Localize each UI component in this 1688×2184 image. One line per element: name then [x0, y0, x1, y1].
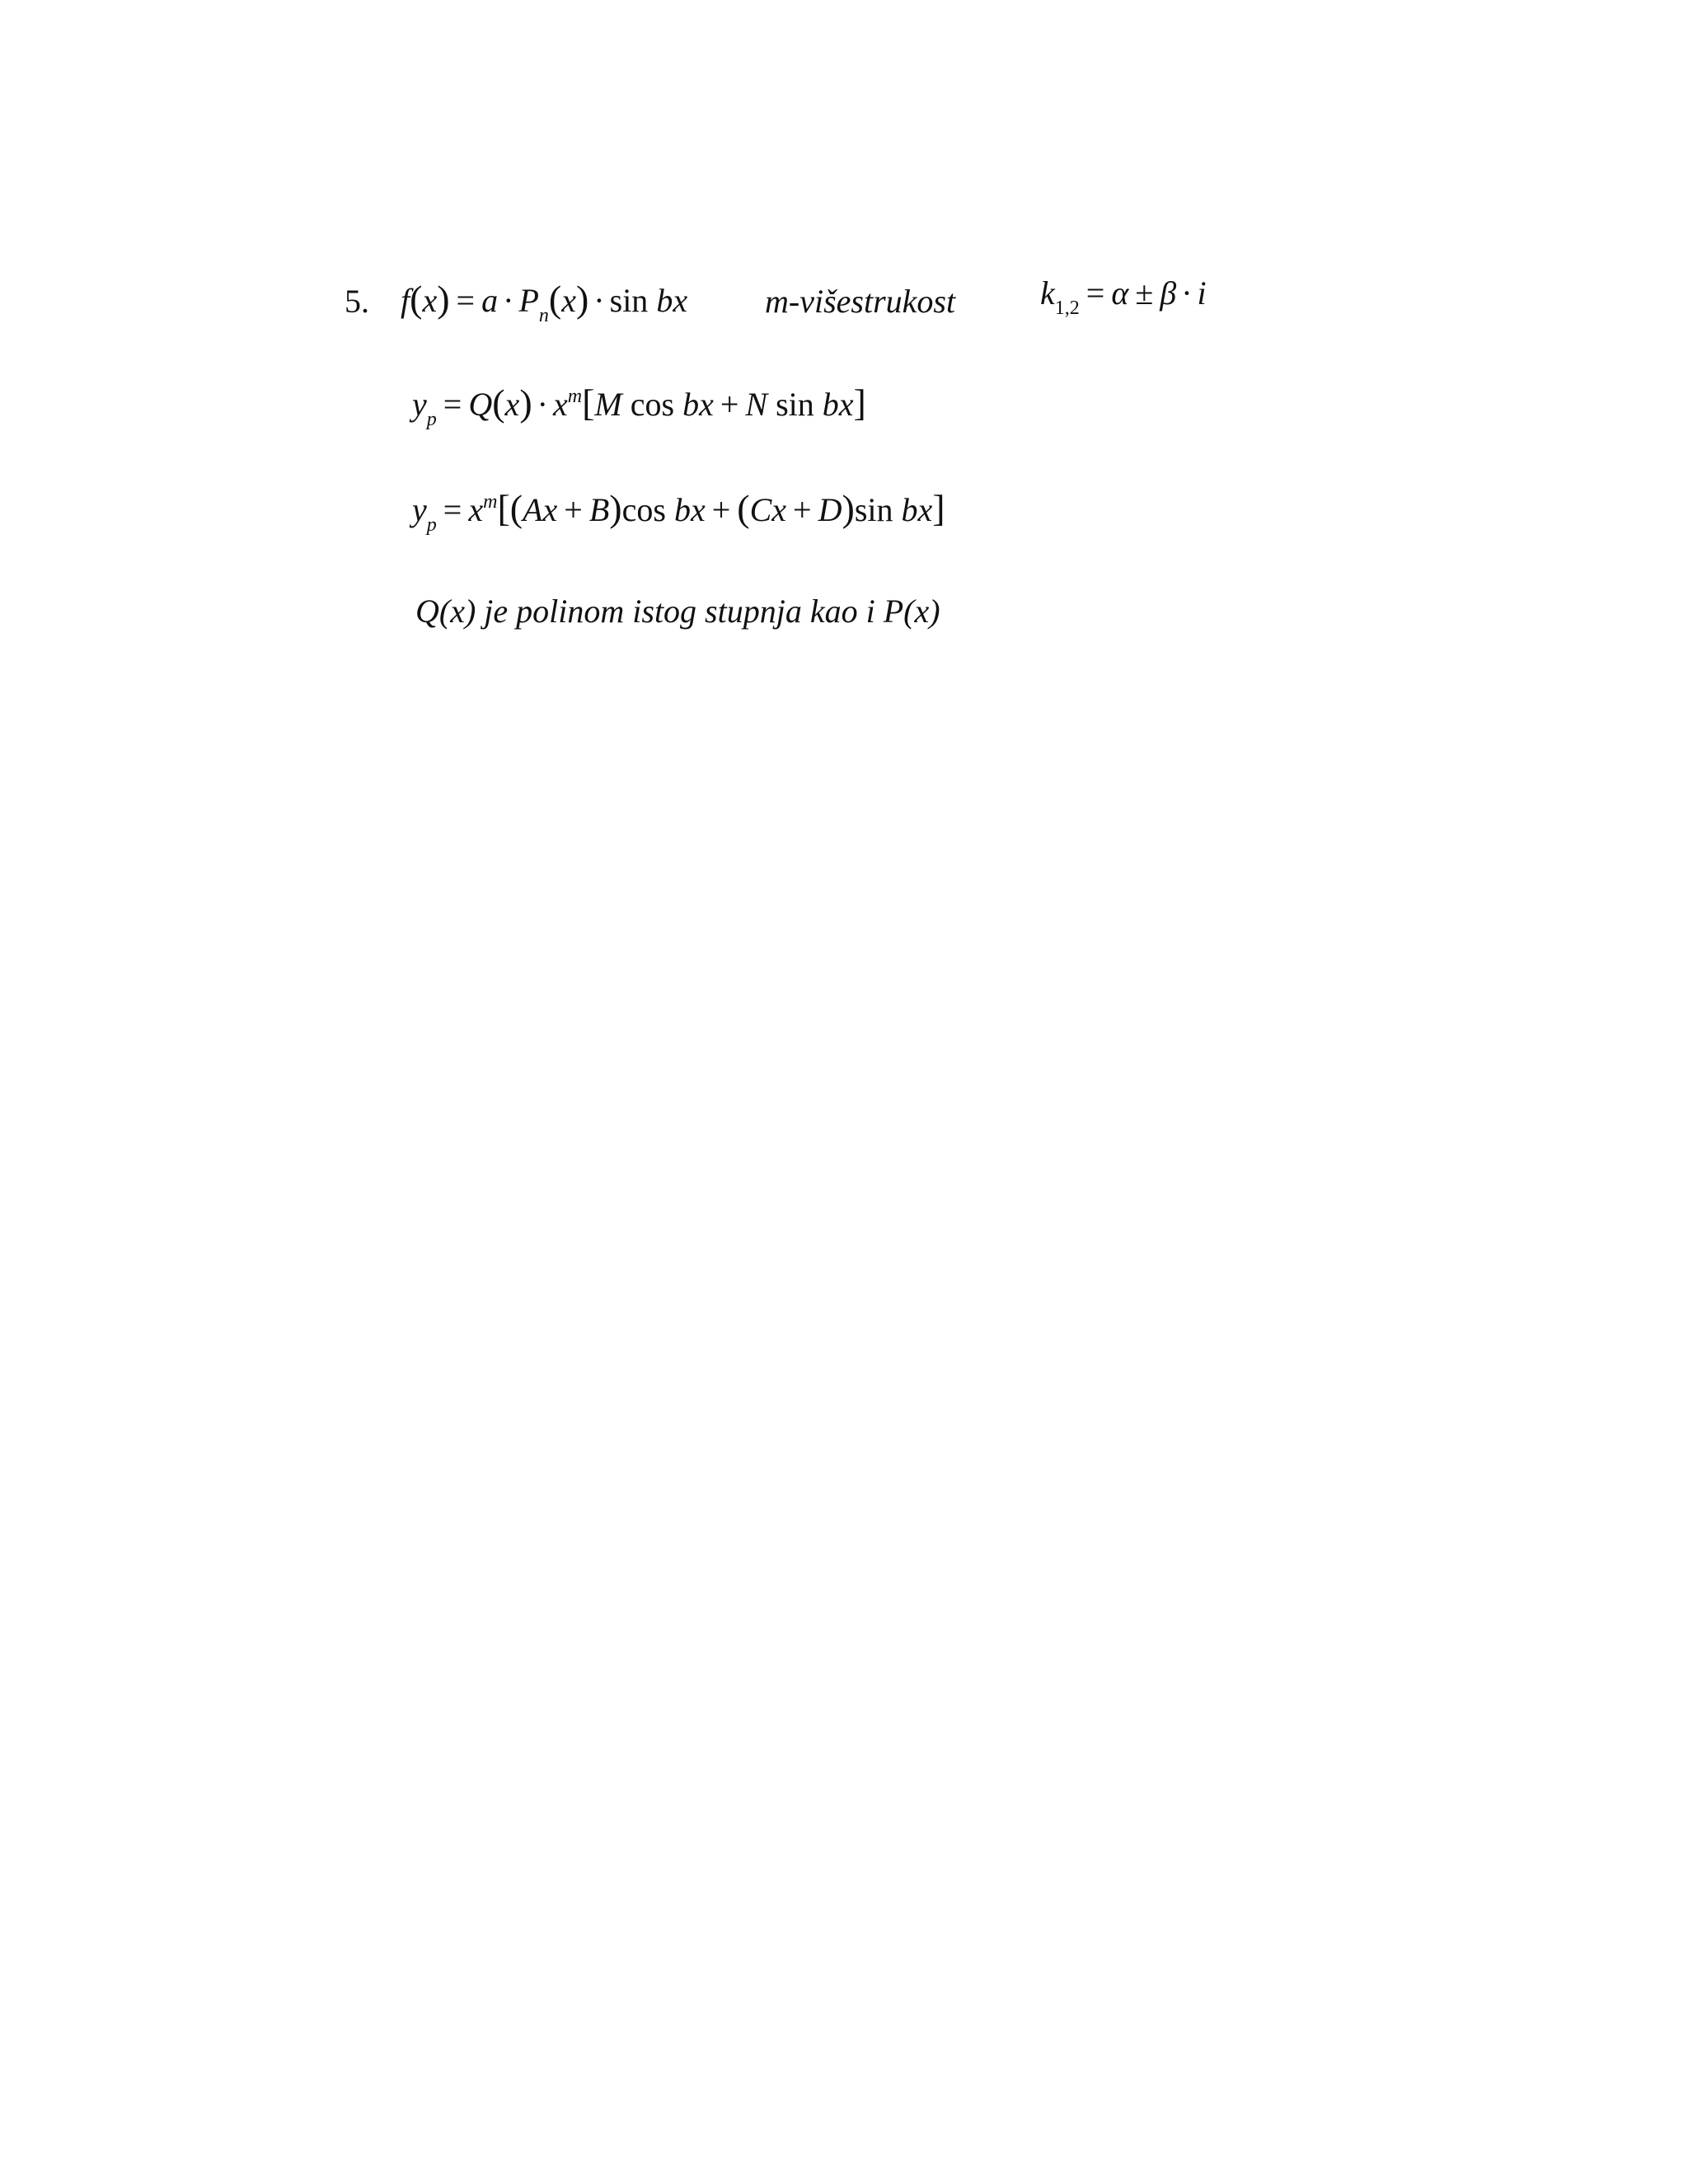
symbol-x-power: x [552, 386, 568, 423]
paren-close: ) [842, 487, 855, 529]
subscript-index: 1,2 [1054, 298, 1080, 319]
symbol-M: M [594, 386, 622, 423]
subscript-p: p [426, 514, 437, 536]
formula-forcing-function [401, 278, 688, 326]
symbol-f: f [401, 282, 410, 319]
bracket-close: ] [853, 382, 866, 424]
equals-sign: = [443, 491, 462, 528]
dot-operator: · [1181, 274, 1193, 312]
equals-sign: = [443, 386, 462, 423]
formula-particular-solution-general [412, 382, 866, 430]
sin-function: sin [854, 491, 893, 528]
paren-close: ) [519, 382, 532, 424]
cos-function: cos [621, 491, 666, 528]
symbol-Q: Q [468, 386, 493, 423]
symbol-x-power: x [468, 491, 484, 528]
superscript-m: m [483, 491, 498, 513]
equals-sign: = [1085, 274, 1105, 312]
symbol-x: x [561, 282, 576, 319]
sin-function: sin [609, 282, 649, 319]
bracket-open: [ [497, 487, 510, 529]
formula-roots [1040, 274, 1207, 319]
paren-open: ( [492, 382, 505, 424]
plus-sign: + [793, 491, 812, 528]
superscript-m: m [567, 386, 583, 407]
paren-open: ( [737, 487, 750, 529]
subscript-n: n [538, 305, 549, 326]
plus-sign: + [564, 491, 583, 528]
cos-function: cos [630, 386, 675, 423]
symbol-bx: bx [822, 386, 854, 423]
symbol-bx: bx [682, 386, 714, 423]
symbol-y: y [412, 491, 427, 528]
symbol-i: i [1197, 274, 1207, 312]
subscript-p: p [426, 409, 437, 430]
bracket-open: [ [582, 382, 595, 424]
paren-close: ) [609, 487, 622, 529]
paren-open: ( [509, 487, 523, 529]
polynomial-note: Q(x) je polinom istog stupnja kao i P(x) [415, 593, 940, 630]
symbol-k: k [1040, 274, 1055, 312]
symbol-B: B [588, 491, 610, 528]
symbol-Cx: Cx [749, 491, 787, 528]
equals-sign: = [456, 282, 476, 319]
plus-sign: + [720, 386, 739, 423]
sin-function: sin [776, 386, 814, 423]
symbol-x: x [504, 386, 520, 423]
dot-operator: · [537, 386, 548, 423]
dot-operator: · [503, 282, 514, 319]
formula-particular-solution-expanded [412, 487, 945, 536]
item-number: 5. [345, 283, 369, 320]
symbol-P: P [518, 282, 539, 319]
symbol-D: D [818, 491, 842, 528]
plus-minus-sign: ± [1135, 274, 1154, 312]
symbol-N: N [745, 386, 768, 423]
symbol-bx: bx [656, 282, 688, 319]
symbol-a: a [481, 282, 499, 319]
paren-close: ) [437, 278, 450, 320]
bracket-close: ] [932, 487, 945, 529]
symbol-alpha: α [1111, 274, 1129, 312]
symbol-bx: bx [673, 491, 706, 528]
symbol-beta: β [1160, 274, 1177, 312]
plus-sign: + [711, 491, 731, 528]
symbol-Ax: Ax [523, 491, 558, 528]
multiplicity-label: m-višestrukost [765, 283, 956, 320]
paren-open: ( [410, 278, 423, 320]
paren-open: ( [548, 278, 562, 320]
symbol-y: y [412, 386, 427, 423]
symbol-x: x [422, 282, 438, 319]
paren-close: ) [575, 278, 589, 320]
dot-operator: · [593, 282, 605, 319]
symbol-bx: bx [901, 491, 933, 528]
